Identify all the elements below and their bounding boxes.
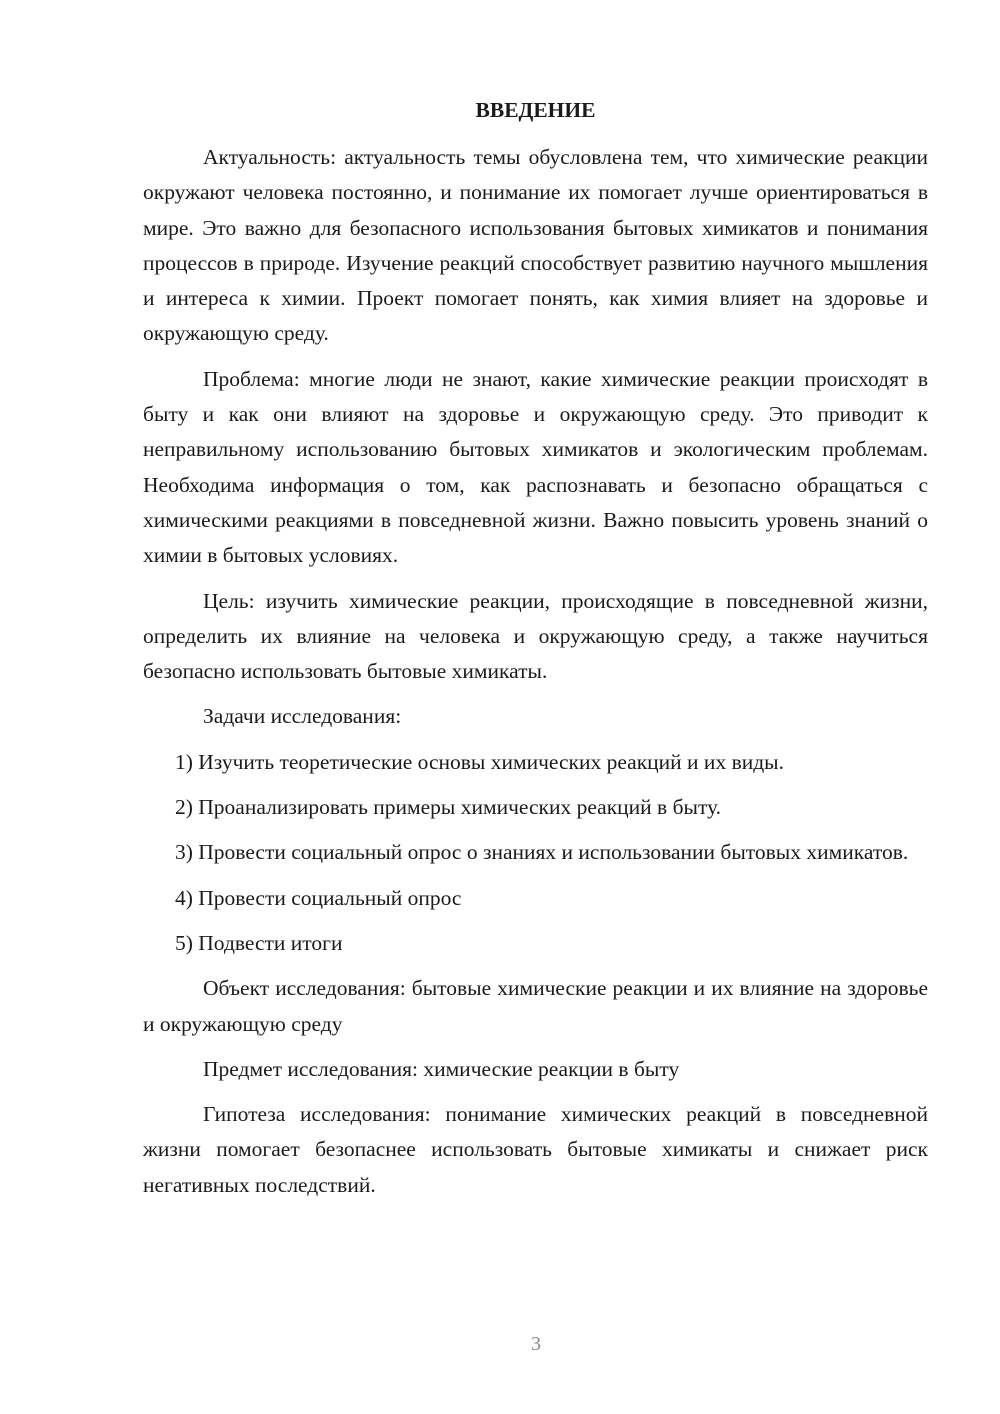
problem-paragraph: Проблема: многие люди не знают, какие химические реакции происходят в быту и как они влияют на здоровье и окружающую среду. Это приводит к неправильному использованию бытовых химикатов и экологическим проблемам. Необходима информация о том, как распознавать и безопасно обращаться с химическими реакциями в повседневной жизни. Важно повысить уровень знаний о химии в бытовых условиях. [143, 366, 928, 568]
task-item-4: 4) Провести социальный опрос [175, 885, 462, 910]
task-item-1: 1) Изучить теоретические основы химических реакций и их виды. [175, 749, 784, 774]
document-page [143, 92, 928, 1213]
goal-paragraph: Цель: изучить химические реакции, происходящие в повседневной жизни, определить их влияние на человека и окружающую среду, а также научиться безопасно использовать бытовые химикаты. [143, 588, 928, 684]
task-item-3: 3) Провести социальный опрос о знаниях и использовании бытовых химикатов. [175, 840, 909, 865]
task-item-5: 5) Подвести итоги [175, 930, 343, 955]
page-number: 3 [531, 1333, 541, 1355]
tasks-heading: Задачи исследования: [203, 704, 402, 729]
task-item-2: 2) Проанализировать примеры химических реакций в быту. [175, 795, 722, 820]
relevance-paragraph: Актуальность: актуальность темы обусловлена тем, что химические реакции окружают человека постоянно, и понимание их помогает лучше ориентироваться в мире. Это важно для безопасного использования бытовых химикатов и понимания процессов в природе. Изучение реакций способствует развитию научного мышления и интереса к химии. Проект помогает понять, как химия влияет на здоровье и окружающую среду. [143, 145, 928, 346]
subject-paragraph: Предмет исследования: химические реакции в быту [203, 1056, 680, 1081]
object-paragraph: Объект исследования: бытовые химические реакции и их влияние на здоровье и окружающую среду [143, 976, 928, 1036]
hypothesis-paragraph: Гипотеза исследования: понимание химических реакций в повседневной жизни помогает безопаснее использовать бытовые химикаты и снижает риск негативных последствий. [143, 1102, 928, 1197]
section-title: ВВЕДЕНИЕ [475, 98, 596, 122]
